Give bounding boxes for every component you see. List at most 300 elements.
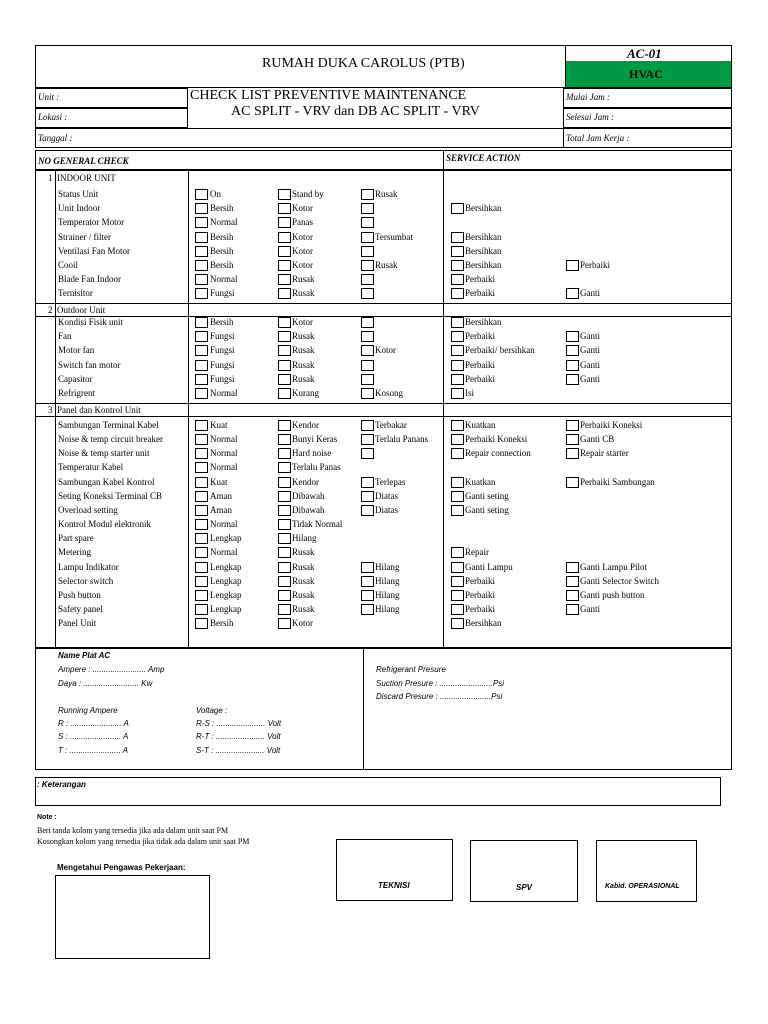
- option-checkbox[interactable]: [195, 260, 208, 271]
- mulai-label: Mulai Jam :: [566, 92, 610, 102]
- action-label: Ganti: [580, 331, 600, 342]
- action-checkbox[interactable]: [451, 331, 464, 342]
- option-checkbox[interactable]: [361, 331, 374, 342]
- option-label: Tidak Normal: [292, 519, 343, 530]
- action-label: Perbaiki: [465, 373, 495, 384]
- option-checkbox[interactable]: [361, 388, 374, 399]
- action-label: Ganti CB: [580, 434, 615, 445]
- note-line2: Kosongkan kolom yang tersedia jika tidak ada dalam unit saat PM: [37, 837, 250, 846]
- option-checkbox[interactable]: [195, 288, 208, 299]
- nameplate-divider: [363, 648, 364, 770]
- option-label: Kuat: [210, 420, 228, 430]
- action-checkbox[interactable]: [451, 345, 464, 356]
- option-checkbox[interactable]: [278, 519, 291, 530]
- option-checkbox[interactable]: [195, 448, 208, 459]
- option-label: Diatas: [375, 490, 398, 501]
- note-line1: Beri tanda kolom yang tersedia jika ada dalam unit saat PM: [37, 826, 229, 835]
- col-divider: [443, 150, 444, 170]
- action-label: Ganti: [580, 345, 600, 356]
- option-label: Aman: [210, 490, 232, 501]
- row-label: Kondisi Fisik unit: [58, 317, 124, 327]
- option-label: Lengkap: [210, 589, 242, 600]
- option-checkbox[interactable]: [278, 374, 291, 385]
- pengawas-signature-box[interactable]: [55, 875, 210, 959]
- nameplate-title: Name Plat AC: [58, 651, 111, 660]
- option-checkbox[interactable]: [361, 448, 374, 459]
- section-title: Panel dan Kontrol Unit: [57, 405, 141, 415]
- action-checkbox[interactable]: [451, 232, 464, 243]
- option-label: Bersih: [210, 231, 234, 242]
- option-checkbox[interactable]: [361, 491, 374, 502]
- option-checkbox[interactable]: [195, 345, 208, 356]
- action-label: Ganti Lampu: [465, 561, 513, 572]
- form-title-line1: CHECK LIST PREVENTIVE MAINTENANCE: [190, 88, 467, 103]
- option-label: Kotor: [292, 245, 313, 256]
- action-checkbox[interactable]: [566, 576, 579, 587]
- row-label: Switch fan motor: [58, 359, 121, 370]
- action-checkbox[interactable]: [451, 434, 464, 445]
- option-checkbox[interactable]: [361, 203, 374, 214]
- ampere-field[interactable]: Ampere : ........................ Amp: [58, 665, 165, 674]
- option-checkbox[interactable]: [361, 345, 374, 356]
- rs-voltage-field[interactable]: R-S : ...................... Volt: [196, 719, 282, 728]
- option-checkbox[interactable]: [195, 388, 208, 399]
- option-checkbox[interactable]: [361, 420, 374, 431]
- option-label: Stand by: [292, 189, 324, 199]
- option-label: Rusak: [375, 189, 398, 199]
- discard-field[interactable]: Discard Presure : .......................Psi: [376, 692, 503, 701]
- option-checkbox[interactable]: [361, 246, 374, 257]
- option-checkbox[interactable]: [195, 519, 208, 530]
- action-label: Perbaiki/ bersihkan: [465, 345, 535, 356]
- option-checkbox[interactable]: [195, 477, 208, 488]
- action-label: Isi: [465, 388, 474, 398]
- option-checkbox[interactable]: [195, 434, 208, 445]
- option-checkbox[interactable]: [195, 590, 208, 601]
- option-label: Rusak: [292, 359, 315, 370]
- action-checkbox[interactable]: [566, 448, 579, 459]
- option-checkbox[interactable]: [195, 317, 208, 328]
- action-checkbox[interactable]: [451, 477, 464, 488]
- section-title: INDOOR UNIT: [57, 173, 116, 183]
- action-checkbox[interactable]: [451, 374, 464, 385]
- option-checkbox[interactable]: [361, 288, 374, 299]
- option-checkbox[interactable]: [278, 260, 291, 271]
- option-label: Hilang: [292, 533, 317, 544]
- option-checkbox[interactable]: [195, 562, 208, 573]
- option-label: Normal: [210, 547, 238, 558]
- option-checkbox[interactable]: [278, 562, 291, 573]
- option-label: Rusak: [292, 288, 315, 299]
- action-label: Perbaiki: [465, 589, 495, 600]
- option-checkbox[interactable]: [361, 217, 374, 228]
- option-checkbox[interactable]: [361, 317, 374, 328]
- row-label: Status Unit: [58, 189, 99, 199]
- option-label: Kotor: [292, 260, 313, 270]
- option-checkbox[interactable]: [361, 260, 374, 271]
- option-label: Kurang: [292, 388, 319, 398]
- action-checkbox[interactable]: [566, 604, 579, 615]
- action-label: Perbaiki: [465, 603, 495, 614]
- selesai-label: Selesai Jam :: [566, 112, 614, 122]
- row-label: Seting Koneksi Terminal CB: [58, 490, 162, 501]
- option-label: Normal: [210, 448, 238, 459]
- option-checkbox[interactable]: [195, 547, 208, 558]
- option-label: Kotor: [375, 345, 396, 356]
- daya-field[interactable]: Daya : ......................... Kw: [58, 679, 153, 688]
- action-label: Ganti: [580, 359, 600, 370]
- action-checkbox[interactable]: [451, 562, 464, 573]
- option-checkbox[interactable]: [195, 360, 208, 371]
- option-label: Hilang: [375, 589, 400, 600]
- option-checkbox[interactable]: [361, 274, 374, 285]
- option-label: Kotor: [292, 618, 313, 629]
- option-label: Hilang: [375, 603, 400, 614]
- action-checkbox[interactable]: [566, 420, 579, 431]
- action-label: Bersihkan: [465, 317, 502, 327]
- option-checkbox[interactable]: [361, 505, 374, 516]
- teknisi-signature-box[interactable]: [336, 839, 453, 901]
- action-label: Ganti push button: [580, 589, 645, 600]
- column-header: [35, 150, 732, 170]
- row-label: Strainer / filter: [58, 231, 111, 242]
- option-checkbox[interactable]: [195, 505, 208, 516]
- col-general-check: NO GENERAL CHECK: [38, 156, 129, 166]
- option-checkbox[interactable]: [195, 189, 208, 200]
- option-checkbox[interactable]: [361, 360, 374, 371]
- action-checkbox[interactable]: [451, 274, 464, 285]
- option-label: Fungsi: [210, 288, 235, 299]
- option-label: Rusak: [292, 561, 315, 572]
- action-label: Perbaiki Sambungan: [580, 476, 655, 487]
- option-checkbox[interactable]: [278, 576, 291, 587]
- action-checkbox[interactable]: [451, 491, 464, 502]
- total-divider: [563, 128, 564, 148]
- option-label: Fungsi: [210, 373, 235, 384]
- option-label: Rusak: [292, 547, 315, 558]
- option-label: Lengkap: [210, 575, 242, 586]
- row-label: Cooil: [58, 260, 79, 270]
- option-checkbox[interactable]: [278, 618, 291, 629]
- action-checkbox[interactable]: [451, 618, 464, 629]
- action-checkbox[interactable]: [451, 360, 464, 371]
- action-label: Perbaiki: [580, 260, 610, 270]
- action-label: Ganti: [580, 603, 600, 614]
- form-title-line2: AC SPLIT - VRV dan DB AC SPLIT - VRV: [231, 104, 480, 119]
- s-ampere-field[interactable]: S : ....................... A: [58, 732, 129, 741]
- action-label: Ganti Selector Switch: [580, 575, 659, 586]
- action-checkbox[interactable]: [451, 317, 464, 328]
- action-checkbox[interactable]: [566, 331, 579, 342]
- option-checkbox[interactable]: [361, 477, 374, 488]
- action-label: Repair starter: [580, 448, 629, 459]
- action-label: Perbaiki Koneksi: [580, 420, 643, 430]
- option-checkbox[interactable]: [278, 533, 291, 544]
- section-title: Outdoor Unit: [57, 305, 106, 315]
- option-label: Rusak: [292, 589, 315, 600]
- option-checkbox[interactable]: [278, 505, 291, 516]
- action-checkbox[interactable]: [451, 288, 464, 299]
- option-label: Terlepas: [375, 476, 406, 487]
- section-number: 1: [48, 173, 53, 183]
- option-checkbox[interactable]: [195, 491, 208, 502]
- option-checkbox[interactable]: [278, 189, 291, 200]
- option-label: Kotor: [292, 317, 313, 327]
- option-checkbox[interactable]: [195, 462, 208, 473]
- option-label: Rusak: [292, 345, 315, 356]
- option-checkbox[interactable]: [195, 576, 208, 587]
- option-label: Bersih: [210, 245, 234, 256]
- row-label: Temperatur Kabel: [58, 462, 124, 473]
- note-title: Note :: [37, 814, 57, 821]
- option-label: Rusak: [292, 331, 315, 342]
- option-label: Aman: [210, 504, 232, 515]
- teknisi-label: TEKNISI: [378, 881, 410, 890]
- action-checkbox[interactable]: [566, 260, 579, 271]
- action-label: Bersihkan: [465, 260, 502, 270]
- option-label: Rusak: [375, 260, 398, 270]
- action-label: Repair connection: [465, 448, 531, 459]
- row-label: Unit Indoor: [58, 203, 101, 214]
- spv-label: SPV: [516, 883, 533, 892]
- action-checkbox[interactable]: [451, 246, 464, 257]
- option-checkbox[interactable]: [278, 360, 291, 371]
- option-checkbox[interactable]: [195, 604, 208, 615]
- option-label: Lengkap: [210, 561, 242, 572]
- action-label: Perbaiki: [465, 575, 495, 586]
- action-checkbox[interactable]: [451, 505, 464, 516]
- row-label: Refrigrent: [58, 388, 95, 398]
- action-label: Perbaiki: [465, 359, 495, 370]
- option-label: Rusak: [292, 603, 315, 614]
- option-label: Bunyi Keras: [292, 434, 338, 445]
- option-label: Kendor: [292, 476, 319, 487]
- section-number: 3: [48, 405, 53, 415]
- action-checkbox[interactable]: [566, 590, 579, 601]
- keterangan-box[interactable]: [35, 777, 721, 806]
- option-checkbox[interactable]: [278, 604, 291, 615]
- row-label: Blade Fan Indoor: [58, 274, 121, 285]
- option-label: Dibawah: [292, 490, 325, 501]
- option-checkbox[interactable]: [278, 477, 291, 488]
- row-label: Selector switch: [58, 575, 114, 586]
- row-label: Kontrol Modul elektronik: [58, 519, 151, 530]
- action-label: Bersihkan: [465, 245, 502, 256]
- option-checkbox[interactable]: [195, 217, 208, 228]
- org-name: RUMAH DUKA CAROLUS (PTB): [262, 56, 465, 71]
- action-label: Repair: [465, 547, 489, 558]
- option-checkbox[interactable]: [278, 288, 291, 299]
- section-number: 2: [48, 305, 53, 315]
- option-label: Kuat: [210, 476, 228, 487]
- row-label: Ternisitor: [58, 288, 93, 299]
- option-checkbox[interactable]: [278, 434, 291, 445]
- row-label: Noise & temp starter unit: [58, 448, 150, 459]
- option-checkbox[interactable]: [278, 462, 291, 473]
- option-label: Rusak: [292, 575, 315, 586]
- option-label: Fungsi: [210, 359, 235, 370]
- option-checkbox[interactable]: [195, 274, 208, 285]
- action-label: Bersihkan: [465, 203, 502, 214]
- option-label: Bersih: [210, 317, 234, 327]
- action-label: Perbaiki Koneksi: [465, 434, 528, 445]
- option-label: Terlalu Panas: [292, 462, 341, 473]
- option-checkbox[interactable]: [278, 345, 291, 356]
- option-checkbox[interactable]: [195, 331, 208, 342]
- st-voltage-field[interactable]: S-T : ...................... Volt: [196, 746, 281, 755]
- row-label: Part spare: [58, 533, 94, 544]
- option-checkbox[interactable]: [361, 590, 374, 601]
- option-checkbox[interactable]: [278, 547, 291, 558]
- row-label: Noise & temp circuit breaker: [58, 434, 163, 445]
- action-checkbox[interactable]: [451, 547, 464, 558]
- option-label: Kotor: [292, 203, 313, 214]
- action-label: Perbaiki: [465, 274, 495, 285]
- option-checkbox[interactable]: [278, 491, 291, 502]
- option-checkbox[interactable]: [361, 576, 374, 587]
- option-checkbox[interactable]: [278, 246, 291, 257]
- t-ampere-field[interactable]: T : ....................... A: [58, 746, 128, 755]
- action-label: Perbaiki: [465, 288, 495, 299]
- option-checkbox[interactable]: [195, 618, 208, 629]
- option-checkbox[interactable]: [361, 604, 374, 615]
- option-checkbox[interactable]: [361, 232, 374, 243]
- action-checkbox[interactable]: [451, 388, 464, 399]
- action-label: Bersihkan: [465, 231, 502, 242]
- option-checkbox[interactable]: [195, 374, 208, 385]
- option-label: Normal: [210, 462, 238, 473]
- action-checkbox[interactable]: [566, 360, 579, 371]
- action-checkbox[interactable]: [451, 576, 464, 587]
- r-ampere-field[interactable]: R : ....................... A: [58, 719, 129, 728]
- option-checkbox[interactable]: [278, 448, 291, 459]
- option-checkbox[interactable]: [195, 203, 208, 214]
- option-label: Diatas: [375, 504, 398, 515]
- option-checkbox[interactable]: [195, 533, 208, 544]
- option-label: Rusak: [292, 274, 315, 285]
- action-checkbox[interactable]: [451, 203, 464, 214]
- option-label: Kotor: [292, 231, 313, 242]
- suction-field[interactable]: Suction Presure : ........................Psi: [376, 679, 505, 688]
- option-label: Normal: [210, 388, 238, 398]
- option-label: Kendor: [292, 420, 319, 430]
- option-label: Panas: [292, 217, 313, 228]
- keterangan-label: : Keterangan: [37, 780, 86, 789]
- row-label: Temperator Motor: [58, 217, 125, 228]
- option-checkbox[interactable]: [195, 232, 208, 243]
- option-checkbox[interactable]: [361, 374, 374, 385]
- action-checkbox[interactable]: [566, 434, 579, 445]
- row-label: Sambungan Kabel Kontrol: [58, 476, 155, 487]
- row-label: Safety panel: [58, 603, 103, 614]
- running-ampere-label: Running Ampere: [58, 706, 118, 715]
- rt-voltage-field[interactable]: R-T : ...................... Volt: [196, 732, 281, 741]
- refrigerant-label: Refrigerant Presure: [376, 665, 446, 674]
- section-header-box: [35, 303, 732, 317]
- row-label: Sambungan Terminal Kabel: [58, 420, 159, 430]
- option-checkbox[interactable]: [278, 388, 291, 399]
- row-label: Lampu Indikator: [58, 561, 119, 572]
- option-label: Terlalu Panans: [375, 434, 429, 445]
- option-checkbox[interactable]: [278, 590, 291, 601]
- col-service-action: SERVICE ACTION: [446, 153, 521, 163]
- action-checkbox[interactable]: [451, 420, 464, 431]
- lokasi-label: Lokasi :: [38, 112, 68, 122]
- row-label: Panel Unit: [58, 618, 97, 629]
- option-checkbox[interactable]: [361, 562, 374, 573]
- action-checkbox[interactable]: [566, 345, 579, 356]
- form-code: AC-01: [627, 46, 662, 61]
- option-checkbox[interactable]: [361, 434, 374, 445]
- option-label: Normal: [210, 434, 238, 445]
- mengetahui-label: Mengetahui Pengawas Pekerjaan:: [57, 863, 186, 872]
- action-label: Ganti seting: [465, 490, 509, 501]
- action-label: Ganti: [580, 373, 600, 384]
- option-checkbox[interactable]: [278, 331, 291, 342]
- unit-label: Unit :: [38, 92, 60, 102]
- action-label: Kuatkan: [465, 420, 496, 430]
- row-label: Capasitor: [58, 373, 93, 384]
- kabid-label: Kabid. OPERASIONAL: [605, 883, 680, 890]
- action-checkbox[interactable]: [451, 604, 464, 615]
- action-label: Perbaiki: [465, 331, 495, 342]
- option-checkbox[interactable]: [278, 232, 291, 243]
- row-label: Fan: [58, 331, 72, 342]
- option-checkbox[interactable]: [278, 203, 291, 214]
- option-checkbox[interactable]: [195, 420, 208, 431]
- action-label: Ganti: [580, 288, 600, 299]
- total-label: Total Jam Kerja :: [566, 133, 630, 143]
- option-label: Bersih: [210, 203, 234, 214]
- dept-label: HVAC: [629, 67, 663, 81]
- option-label: Rusak: [292, 373, 315, 384]
- action-checkbox[interactable]: [451, 260, 464, 271]
- option-checkbox[interactable]: [278, 420, 291, 431]
- option-label: Normal: [210, 217, 238, 228]
- action-checkbox[interactable]: [566, 562, 579, 573]
- action-label: Ganti seting: [465, 504, 509, 515]
- option-label: Terbakar: [375, 420, 407, 430]
- option-checkbox[interactable]: [278, 317, 291, 328]
- row-label: Motor fan: [58, 345, 95, 356]
- action-checkbox[interactable]: [566, 477, 579, 488]
- option-checkbox[interactable]: [195, 246, 208, 257]
- option-checkbox[interactable]: [278, 217, 291, 228]
- option-label: Bersih: [210, 618, 234, 629]
- option-checkbox[interactable]: [361, 189, 374, 200]
- option-label: Fungsi: [210, 331, 235, 342]
- voltage-label: Voltage :: [196, 706, 228, 715]
- action-label: Ganti Lampu Pilot: [580, 561, 647, 572]
- option-label: Tersumbat: [375, 231, 413, 242]
- row-label: Push button: [58, 589, 101, 600]
- action-label: Kuatkan: [465, 476, 496, 487]
- option-label: On: [210, 189, 221, 199]
- action-checkbox[interactable]: [566, 288, 579, 299]
- tanggal-label: Tanggal :: [38, 133, 73, 143]
- option-label: Kosong: [375, 388, 404, 398]
- option-label: Fungsi: [210, 345, 235, 356]
- option-label: Dibawah: [292, 504, 325, 515]
- option-label: Normal: [210, 274, 238, 285]
- action-checkbox[interactable]: [451, 590, 464, 601]
- kabid-signature-box[interactable]: [596, 840, 697, 902]
- action-checkbox[interactable]: [451, 448, 464, 459]
- option-label: Hard noise: [292, 448, 332, 459]
- option-checkbox[interactable]: [278, 274, 291, 285]
- action-checkbox[interactable]: [566, 374, 579, 385]
- row-label: Ventilasi Fan Motor: [58, 245, 130, 256]
